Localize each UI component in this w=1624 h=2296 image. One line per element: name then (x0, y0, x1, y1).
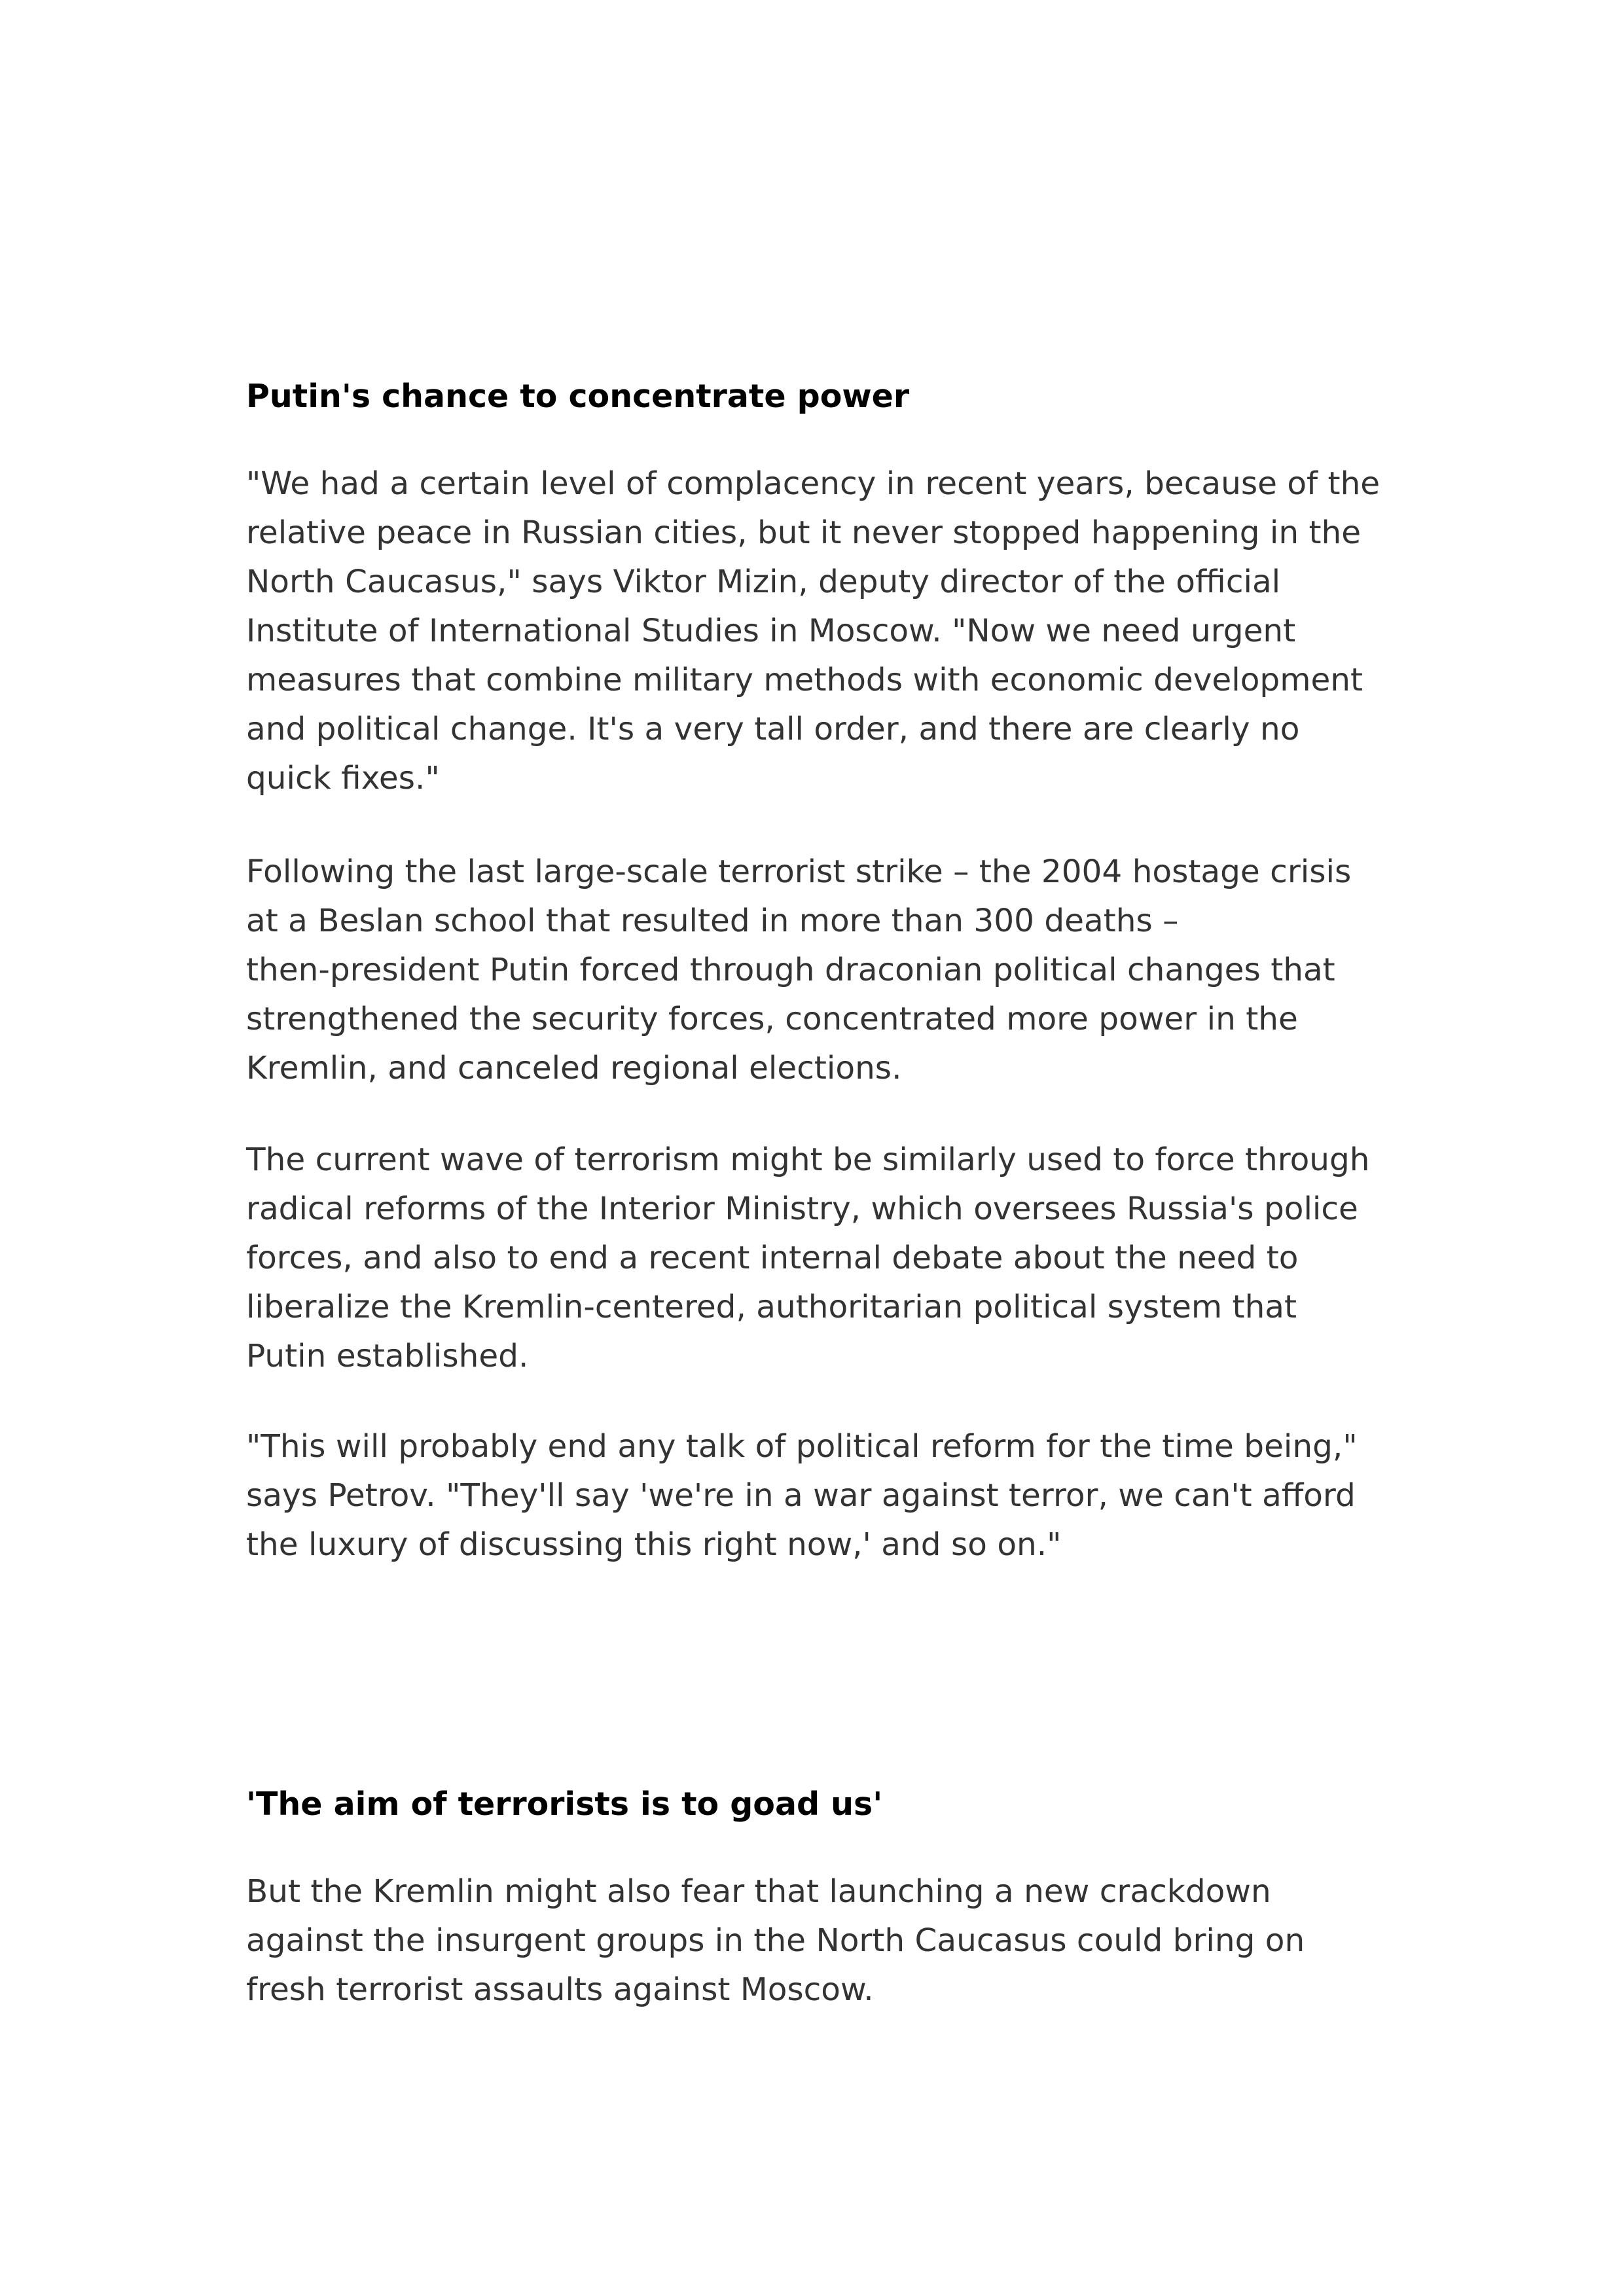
paragraph-line: then-president Putin forced through draconian political changes that (246, 952, 1335, 988)
paragraph-line: Putin established. (246, 1338, 529, 1374)
paragraph-line: the luxury of discussing this right now,' and so on." (246, 1526, 1062, 1563)
section-heading: 'The aim of terrorists is to goad us' (246, 1785, 883, 1823)
paragraph (246, 1867, 1398, 2015)
paragraph (246, 848, 1398, 1093)
paragraph-line: and political change. It's a very tall order, and there are clearly no (246, 711, 1300, 747)
paragraph-line: relative peace in Russian cities, but it never stopped happening in the (246, 514, 1362, 551)
section-heading: Putin's chance to concentrate power (246, 378, 910, 415)
paragraph-line: against the insurgent groups in the North Caucasus could bring on (246, 1922, 1305, 1959)
paragraph-line: radical reforms of the Interior Ministry, which oversees Russia's police (246, 1191, 1358, 1227)
paragraph-line: forces, and also to end a recent internal debate about the need to (246, 1240, 1299, 1276)
paragraph-line: at a Beslan school that resulted in more than 300 deaths – (246, 903, 1179, 939)
paragraph (246, 1136, 1398, 1381)
paragraph-line: measures that combine military methods with economic development (246, 662, 1363, 698)
paragraph-line: "This will probably end any talk of political reform for the time being," (246, 1428, 1358, 1465)
paragraph-line: Institute of International Studies in Moscow. "Now we need urgent (246, 613, 1296, 649)
paragraph (246, 1422, 1398, 1570)
paragraph-line: Following the last large-scale terrorist strike – the 2004 hostage crisis (246, 853, 1352, 890)
paragraph-line: fresh terrorist assaults against Moscow. (246, 1971, 874, 2008)
paragraph-line: The current wave of terrorism might be similarly used to force through (246, 1141, 1370, 1178)
paragraph-line: quick fixes." (246, 760, 440, 797)
paragraph-line: strengthened the security forces, concentrated more power in the (246, 1001, 1298, 1037)
paragraph-line: says Petrov. "They'll say 'we're in a war against terror, we can't afford (246, 1477, 1356, 1514)
paragraph-line: But the Kremlin might also fear that launching a new crackdown (246, 1873, 1271, 1910)
paragraph (246, 459, 1398, 803)
paragraph-line: North Caucasus," says Viktor Mizin, deputy director of the official (246, 564, 1281, 600)
paragraph-line: "We had a certain level of complacency in recent years, because of the (246, 465, 1380, 502)
paragraph-line: liberalize the Kremlin-centered, authoritarian political system that (246, 1289, 1297, 1325)
paragraph-line: Kremlin, and canceled regional elections. (246, 1050, 902, 1086)
